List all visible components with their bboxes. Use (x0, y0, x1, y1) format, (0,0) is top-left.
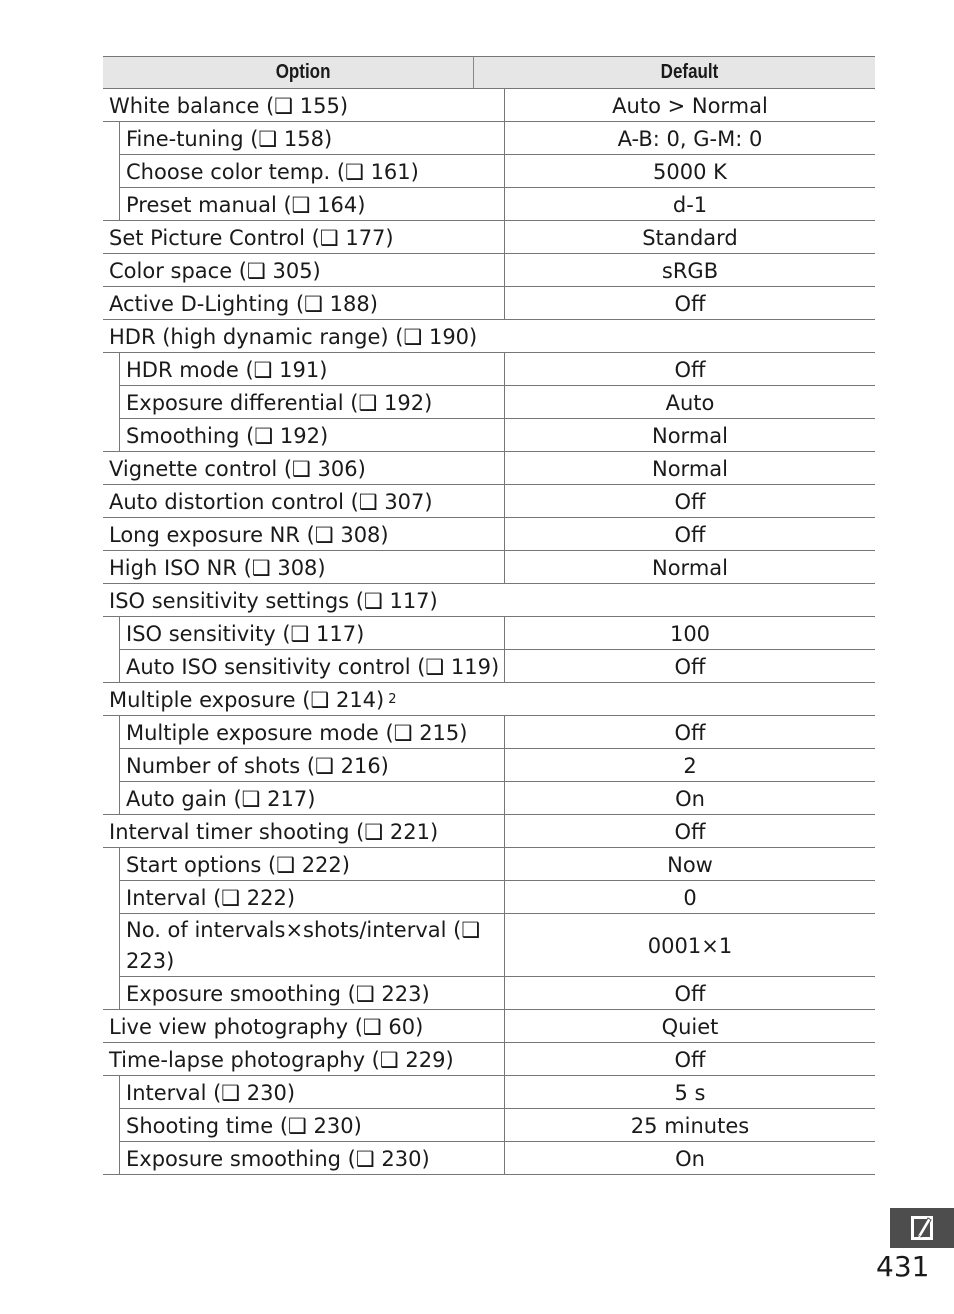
option-cell (119, 1142, 504, 1175)
option-cell (103, 452, 504, 485)
default-cell: Quiet (504, 1010, 875, 1043)
table-row (103, 650, 875, 683)
table-row (103, 155, 875, 188)
default-cell: Standard (504, 221, 875, 254)
option-cell (119, 419, 504, 452)
default-cell: Off (504, 518, 875, 551)
option-label: Preset manual (❑ 164) (126, 192, 366, 217)
option-label: HDR (high dynamic range) (❑ 190) (109, 324, 478, 349)
default-cell: Now (504, 848, 875, 881)
default-cell: 5 s (504, 1076, 875, 1109)
default-cell: Off (504, 650, 875, 683)
default-cell: Off (504, 287, 875, 320)
default-cell: Normal (504, 452, 875, 485)
default-cell: 2 (504, 749, 875, 782)
option-cell (103, 221, 504, 254)
default-cell: 5000 K (504, 155, 875, 188)
default-cell: 0001×1 (504, 914, 875, 977)
option-cell (119, 617, 504, 650)
default-cell: Auto (504, 386, 875, 419)
table-row (103, 815, 875, 848)
default-cell: A-B: 0, G-M: 0 (504, 122, 875, 155)
default-cell: Off (504, 353, 875, 386)
option-label: ISO sensitivity (❑ 117) (126, 621, 365, 646)
option-cell (119, 914, 504, 977)
option-label: Exposure smoothing (❑ 223) (126, 981, 430, 1006)
option-label: Exposure differential (❑ 192) (126, 390, 433, 415)
default-cell (504, 320, 875, 353)
option-cell (103, 518, 504, 551)
table-row (103, 683, 875, 716)
option-label: Active D-Lighting (❑ 188) (109, 291, 378, 316)
option-label: Multiple exposure (❑ 214) (109, 687, 385, 712)
default-cell: d-1 (504, 188, 875, 221)
table-row (103, 584, 875, 617)
option-cell (103, 89, 504, 122)
option-cell (103, 1010, 504, 1043)
default-cell: Off (504, 977, 875, 1010)
default-cell: Off (504, 485, 875, 518)
default-cell: Off (504, 716, 875, 749)
option-cell (119, 716, 504, 749)
default-cell (504, 584, 875, 617)
option-label: Set Picture Control (❑ 177) (109, 225, 394, 250)
table-row (103, 914, 875, 977)
option-cell (119, 386, 504, 419)
table-row (103, 848, 875, 881)
option-cell (119, 1076, 504, 1109)
pencil-menu-icon (890, 1208, 954, 1248)
option-cell (119, 782, 504, 815)
option-label: Auto ISO sensitivity control (❑ 119) (126, 654, 500, 679)
default-cell: Off (504, 815, 875, 848)
footnote-marker: 2 (388, 691, 397, 707)
table-row (103, 1076, 875, 1109)
option-label: White balance (❑ 155) (109, 93, 349, 118)
table-row (103, 122, 875, 155)
table-header (103, 56, 875, 89)
option-label: Interval (❑ 222) (126, 885, 296, 910)
option-label: Live view photography (❑ 60) (109, 1014, 424, 1039)
default-cell: 100 (504, 617, 875, 650)
default-cell: On (504, 782, 875, 815)
option-cell (119, 650, 504, 683)
table-body (103, 89, 875, 1175)
option-label: Interval (❑ 230) (126, 1080, 296, 1105)
header-default: Default (660, 61, 719, 83)
option-label: Start options (❑ 222) (126, 852, 350, 877)
option-cell (103, 551, 504, 584)
option-label: Number of shots (❑ 216) (126, 753, 389, 778)
table-row (103, 518, 875, 551)
option-label: Fine-tuning (❑ 158) (126, 126, 333, 151)
table-row (103, 1109, 875, 1142)
default-cell: Normal (504, 419, 875, 452)
option-label: Smoothing (❑ 192) (126, 423, 329, 448)
option-cell (119, 353, 504, 386)
table-row (103, 188, 875, 221)
table-row (103, 320, 875, 353)
table-row (103, 881, 875, 914)
option-label: Choose color temp. (❑ 161) (126, 159, 419, 184)
option-cell (103, 584, 504, 617)
table-row (103, 551, 875, 584)
option-cell (103, 1043, 504, 1076)
default-cell: 0 (504, 881, 875, 914)
table-row (103, 977, 875, 1010)
option-label: Vignette control (❑ 306) (109, 456, 366, 481)
table-row (103, 287, 875, 320)
default-cell (504, 683, 875, 716)
table-row (103, 221, 875, 254)
page-number: 431 (876, 1250, 930, 1283)
table-row (103, 1142, 875, 1175)
option-cell (119, 749, 504, 782)
option-label: Shooting time (❑ 230) (126, 1113, 362, 1138)
option-label: Long exposure NR (❑ 308) (109, 522, 389, 547)
table-row (103, 419, 875, 452)
option-cell (103, 683, 504, 716)
option-cell (119, 1109, 504, 1142)
option-label: Color space (❑ 305) (109, 258, 321, 283)
table-row (103, 716, 875, 749)
option-label: ISO sensitivity settings (❑ 117) (109, 588, 438, 613)
option-cell (103, 254, 504, 287)
option-label: Auto gain (❑ 217) (126, 786, 316, 811)
table-row (103, 1043, 875, 1076)
option-cell (119, 881, 504, 914)
pencil-icon-graphic (905, 1213, 939, 1243)
option-label: High ISO NR (❑ 308) (109, 555, 326, 580)
option-cell (119, 188, 504, 221)
option-label: No. of intervals×shots/interval (❑ 223) (126, 917, 481, 973)
option-label: Exposure smoothing (❑ 230) (126, 1146, 430, 1171)
header-option: Option (133, 57, 474, 88)
option-cell (119, 155, 504, 188)
table-row (103, 254, 875, 287)
option-label: HDR mode (❑ 191) (126, 357, 328, 382)
defaults-table (103, 56, 875, 1175)
option-cell (119, 848, 504, 881)
table-row (103, 353, 875, 386)
option-label: Auto distortion control (❑ 307) (109, 489, 433, 514)
table-row (103, 89, 875, 122)
default-cell: Auto > Normal (504, 89, 875, 122)
option-label: Interval timer shooting (❑ 221) (109, 819, 439, 844)
option-cell (103, 320, 504, 353)
table-row (103, 452, 875, 485)
default-cell: On (504, 1142, 875, 1175)
option-label: Multiple exposure mode (❑ 215) (126, 720, 468, 745)
default-cell: Normal (504, 551, 875, 584)
option-cell (103, 815, 504, 848)
option-cell (119, 122, 504, 155)
option-cell (103, 287, 504, 320)
default-cell: 25 minutes (504, 1109, 875, 1142)
table-row (103, 782, 875, 815)
default-cell: Off (504, 1043, 875, 1076)
option-cell (103, 485, 504, 518)
default-cell: sRGB (504, 254, 875, 287)
option-cell (119, 977, 504, 1010)
table-row (103, 749, 875, 782)
table-row (103, 1010, 875, 1043)
table-row (103, 386, 875, 419)
table-row (103, 617, 875, 650)
option-label: Time-lapse photography (❑ 229) (109, 1047, 454, 1072)
table-row (103, 485, 875, 518)
